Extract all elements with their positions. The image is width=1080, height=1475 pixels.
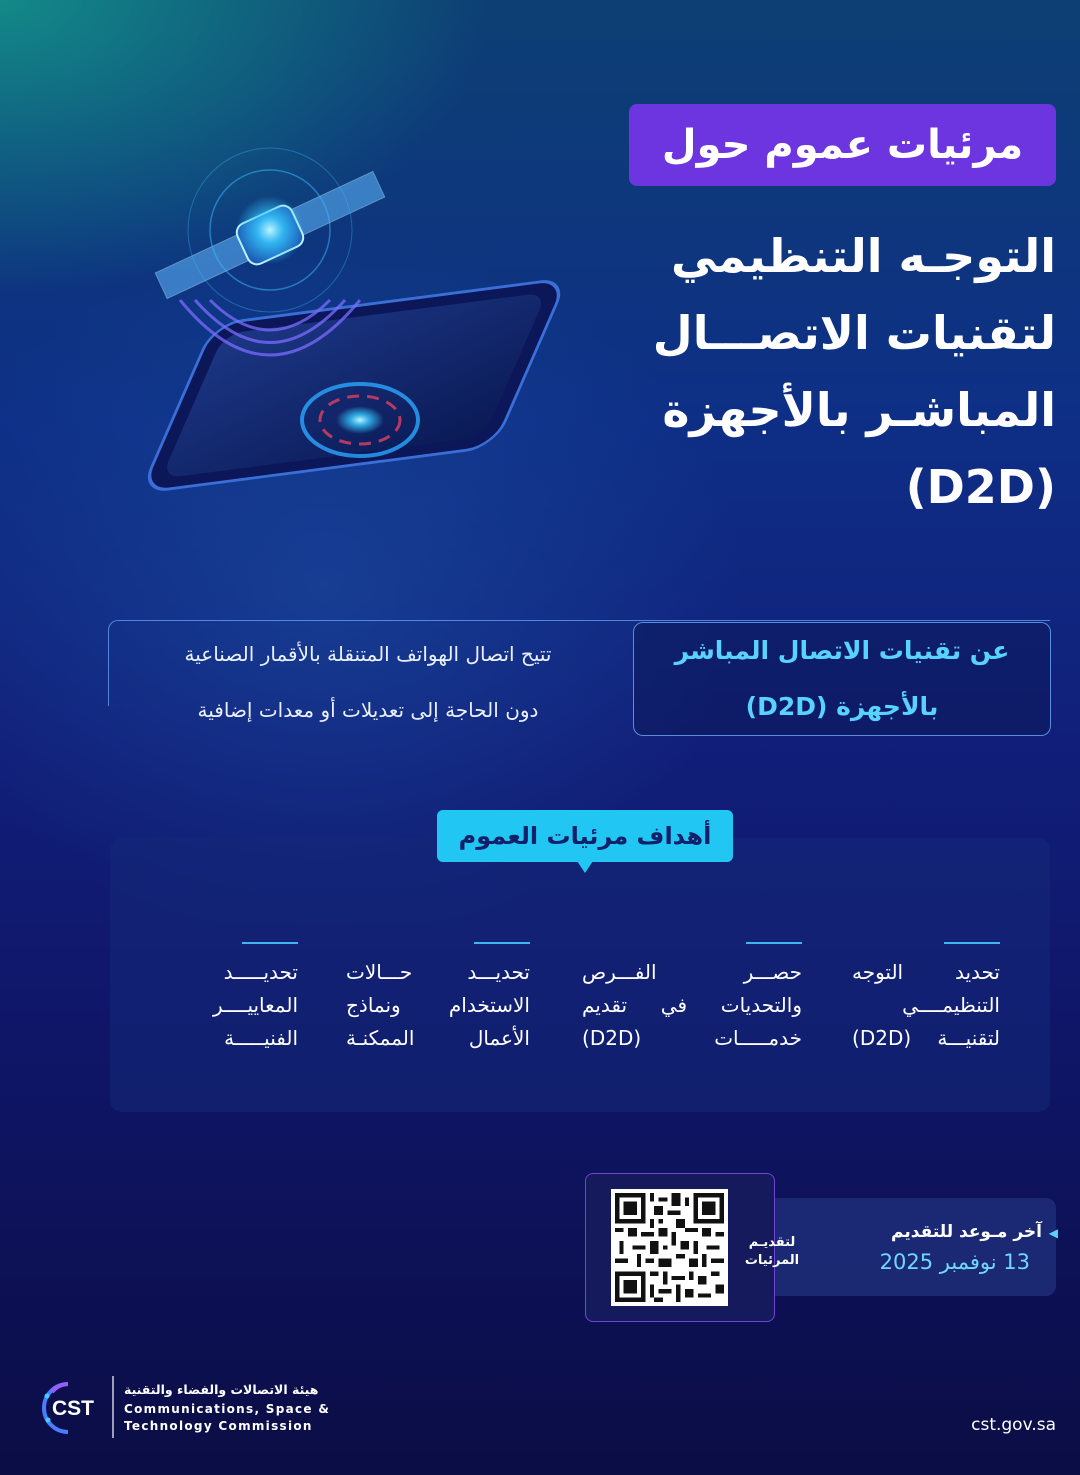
goal-divider	[944, 942, 1000, 944]
goal-item	[852, 942, 1000, 1055]
goal-line: الفنيـــــة	[224, 1026, 298, 1050]
satellite-phone-illustration	[60, 110, 580, 560]
qr-label-line: المرئيات	[744, 1253, 800, 1268]
intro-title-line: بالأجهزة (D2D)	[745, 692, 939, 721]
org-name-arabic: هيئة الاتصالات والفضاء والتقنية	[124, 1382, 319, 1397]
qr-label	[738, 1234, 806, 1270]
goal-line: تحديـــــد	[223, 960, 298, 984]
logo-divider	[112, 1376, 114, 1438]
goal-line: والتحديات في تقديم	[582, 993, 802, 1017]
triangle-left-icon: ◀	[1048, 1226, 1058, 1240]
header-badge: مرئيات عموم حول	[629, 104, 1056, 186]
goal-item	[346, 942, 530, 1055]
goal-line: التنظيمــــي	[902, 993, 1000, 1017]
org-name-line: Technology Commission	[124, 1419, 313, 1433]
goal-divider	[746, 942, 802, 944]
logo-text: CST	[52, 1397, 94, 1420]
goal-divider	[242, 942, 298, 944]
org-name-english	[124, 1401, 330, 1435]
website-link[interactable]: cst.gov.sa	[971, 1415, 1056, 1435]
goal-line: المعاييــــر	[212, 993, 298, 1017]
goals-title: أهداف مرئيات العموم	[437, 810, 733, 862]
goal-line: خدمـــــات (D2D)	[582, 1026, 802, 1050]
page-title-line: لتقنيات الاتصـــال	[652, 306, 1056, 360]
cst-logo-icon	[38, 1378, 104, 1438]
goal-line: الأعمال الممكنـة	[346, 1026, 530, 1050]
goal-divider	[474, 942, 530, 944]
goal-line: تحديد التوجه	[852, 960, 1000, 984]
page-title-line: المباشـر بالأجهزة	[662, 383, 1056, 437]
qr-code[interactable]	[611, 1189, 728, 1306]
goal-line: لتقنيـــة (D2D)	[852, 1026, 1000, 1050]
deadline-date: 13 نوفمبر 2025	[879, 1250, 1030, 1274]
goal-item	[160, 942, 298, 1055]
goal-line: تحديـــد حـــالات	[346, 960, 530, 984]
goals-title-pointer	[577, 861, 593, 873]
goal-item	[582, 942, 802, 1055]
org-name-line: Communications, Space &	[124, 1402, 331, 1416]
intro-desc-line: دون الحاجة إلى تعديلات أو معدات إضافية	[197, 698, 539, 722]
intro-description	[118, 626, 618, 738]
intro-title-line: عن تقنيات الاتصال المباشر	[674, 636, 1010, 665]
goal-line: الاستخدام ونماذج	[346, 993, 530, 1017]
qr-label-line: لتقديـم	[748, 1235, 796, 1250]
page-title-line: التوجـه التنظيمي	[670, 229, 1056, 283]
page-title	[576, 218, 1056, 526]
intro-desc-line: تتيح اتصال الهواتف المتنقلة بالأقمار الصناعية	[184, 642, 552, 666]
goal-line: حصـــر الفـــرص	[582, 960, 802, 984]
page-title-line: (D2D)	[905, 460, 1056, 514]
intro-title-box	[633, 622, 1051, 736]
deadline-title: آخر مـوعد للتقديم	[891, 1222, 1042, 1242]
